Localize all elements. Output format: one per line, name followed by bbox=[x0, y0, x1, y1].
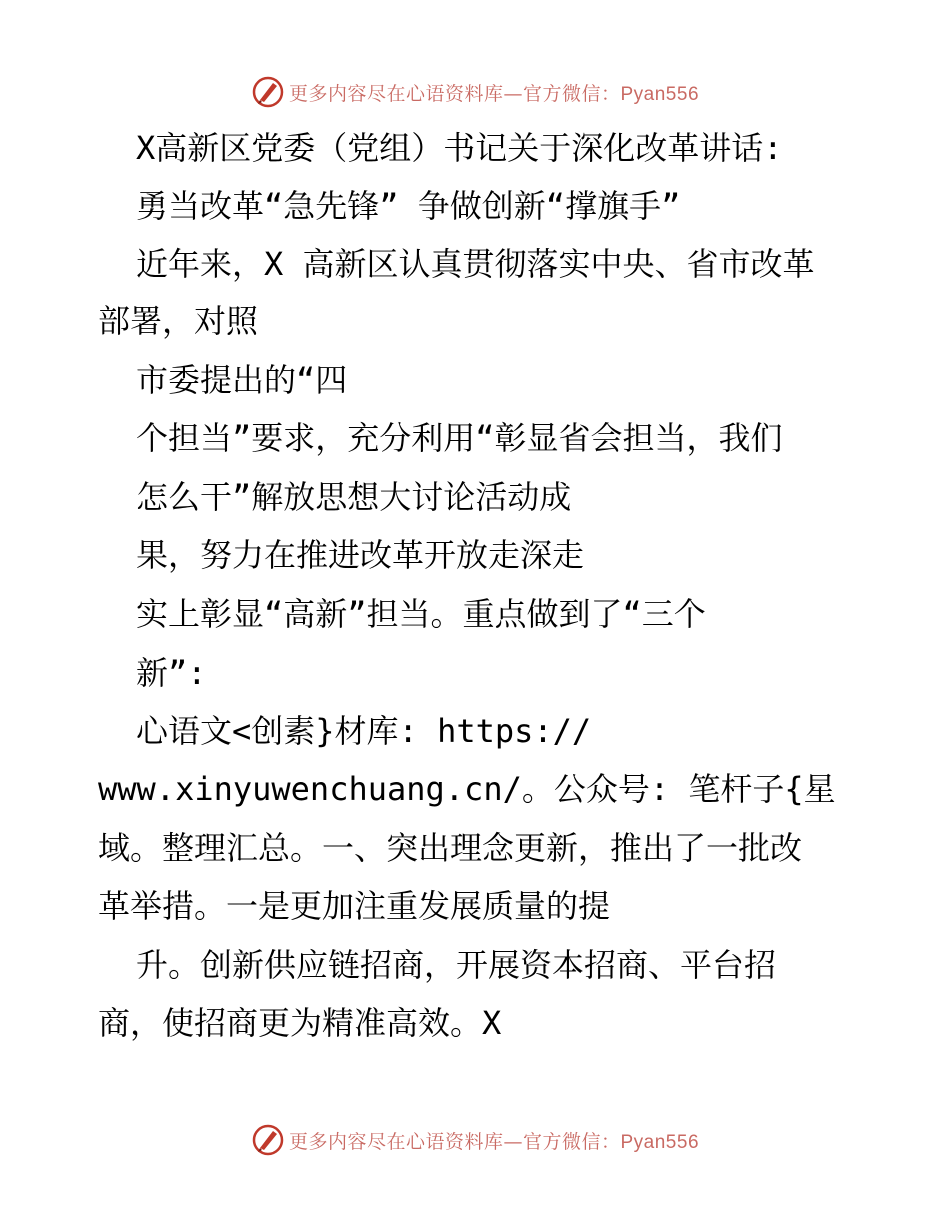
paragraph-line: 近年来，X 高新区认真贯彻落实中央、省市改革 bbox=[136, 245, 815, 283]
paragraph-line: 新”: bbox=[136, 654, 207, 692]
paragraph-line: 心语文<创素}材库: https:// bbox=[136, 712, 592, 750]
paragraph-line: 部署，对照 bbox=[98, 302, 259, 340]
paragraph-line: 果，努力在推进改革开放走深走 bbox=[136, 536, 585, 574]
paragraph-line: 怎么干”解放思想大讨论活动成 bbox=[136, 478, 572, 516]
paragraph-line: 市委提出的“四 bbox=[136, 361, 348, 399]
paragraph-line: 域。整理汇总。一、突出理念更新，推出了一批改 bbox=[98, 829, 803, 867]
paragraph-line: 实上彰显“高新”担当。重点做到了“三个 bbox=[136, 595, 706, 633]
watermark-text: 更多内容尽在心语资料库—官方微信：Pyan556 bbox=[288, 82, 700, 105]
doc-title-line-1: X高新区党委（党组）书记关于深化改革讲话: bbox=[136, 129, 783, 167]
paragraph-line: 商，使招商更为精准高效。X bbox=[98, 1004, 502, 1042]
paragraph-line: www.xinyuwenchuang.cn/。公众号: 笔杆子{星 bbox=[98, 770, 836, 808]
watermark-text: 更多内容尽在心语资料库—官方微信：Pyan556 bbox=[288, 1130, 700, 1153]
pen-logo-icon bbox=[251, 75, 285, 109]
header-watermark bbox=[0, 72, 950, 112]
doc-title-line-2: 勇当改革“急先锋” 争做创新“撑旗手” bbox=[136, 187, 681, 225]
paragraph-line: 革举措。一是更加注重发展质量的提 bbox=[98, 887, 611, 925]
paragraph-line: 升。创新供应链招商，开展资本招商、平台招 bbox=[136, 946, 777, 984]
pen-logo-icon bbox=[251, 1123, 285, 1157]
paragraph-line: 个担当”要求，充分利用“彰显省会担当，我们 bbox=[136, 419, 783, 457]
footer-watermark bbox=[0, 1120, 950, 1160]
